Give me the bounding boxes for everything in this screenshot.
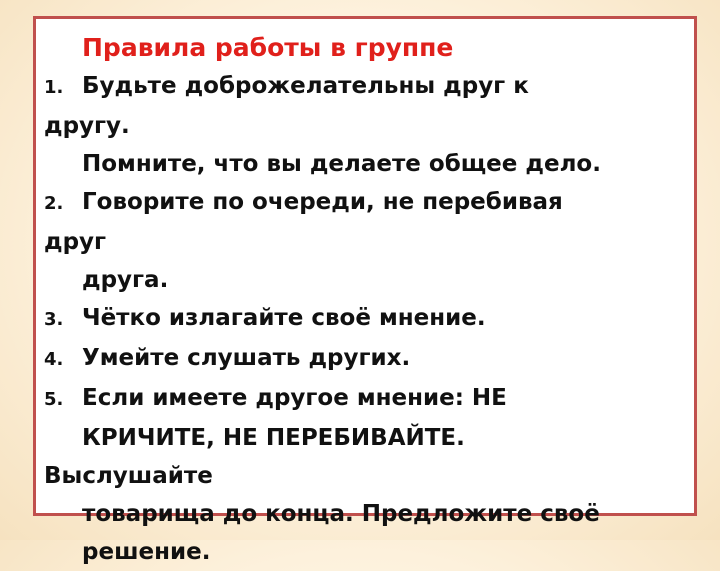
rule-1-continuation (44, 107, 694, 145)
rule-text: решение. (82, 539, 211, 565)
slide-title: Правила работы в группе (82, 33, 454, 62)
rule-text: Чётко излагайте своё мнение. (82, 305, 486, 331)
rule-number: 1. (44, 77, 64, 98)
rule-4-line (44, 339, 694, 379)
rule-text: Умейте слушать других. (82, 345, 411, 371)
rule-number: 5. (44, 389, 64, 410)
rule-text: товарища до конца. Предложите своё (82, 501, 600, 527)
rule-text: Говорите по очереди, не перебивая (82, 189, 563, 215)
rule-text: КРИЧИТЕ, НЕ ПЕРЕБИВАЙТЕ. (82, 425, 465, 451)
rule-text: Если имеете другое мнение: НЕ (82, 385, 507, 411)
slide-content (44, 29, 694, 571)
rule-text: Помните, что вы делаете общее дело. (82, 151, 601, 177)
rule-number: 3. (44, 309, 64, 330)
rule-1-line (44, 67, 694, 107)
rule-text: друга. (82, 267, 169, 293)
rule-2-continuation (44, 223, 694, 261)
rule-5-line (44, 379, 694, 419)
rule-number: 4. (44, 349, 64, 370)
rule-text: другу. (44, 113, 130, 139)
rule-number: 2. (44, 193, 64, 214)
rule-2-line (44, 183, 694, 223)
rule-5-continuation (44, 495, 694, 533)
rule-1-continuation (44, 145, 694, 183)
rule-5-continuation (44, 533, 694, 571)
rule-5-continuation (44, 457, 694, 495)
rule-2-continuation (44, 261, 694, 299)
rule-5-continuation (44, 419, 694, 457)
rule-3-line (44, 299, 694, 339)
rule-text: Будьте доброжелательны друг к (82, 73, 529, 99)
rule-text: друг (44, 229, 107, 255)
rule-text: Выслушайте (44, 463, 213, 489)
slide-frame (33, 16, 697, 565)
